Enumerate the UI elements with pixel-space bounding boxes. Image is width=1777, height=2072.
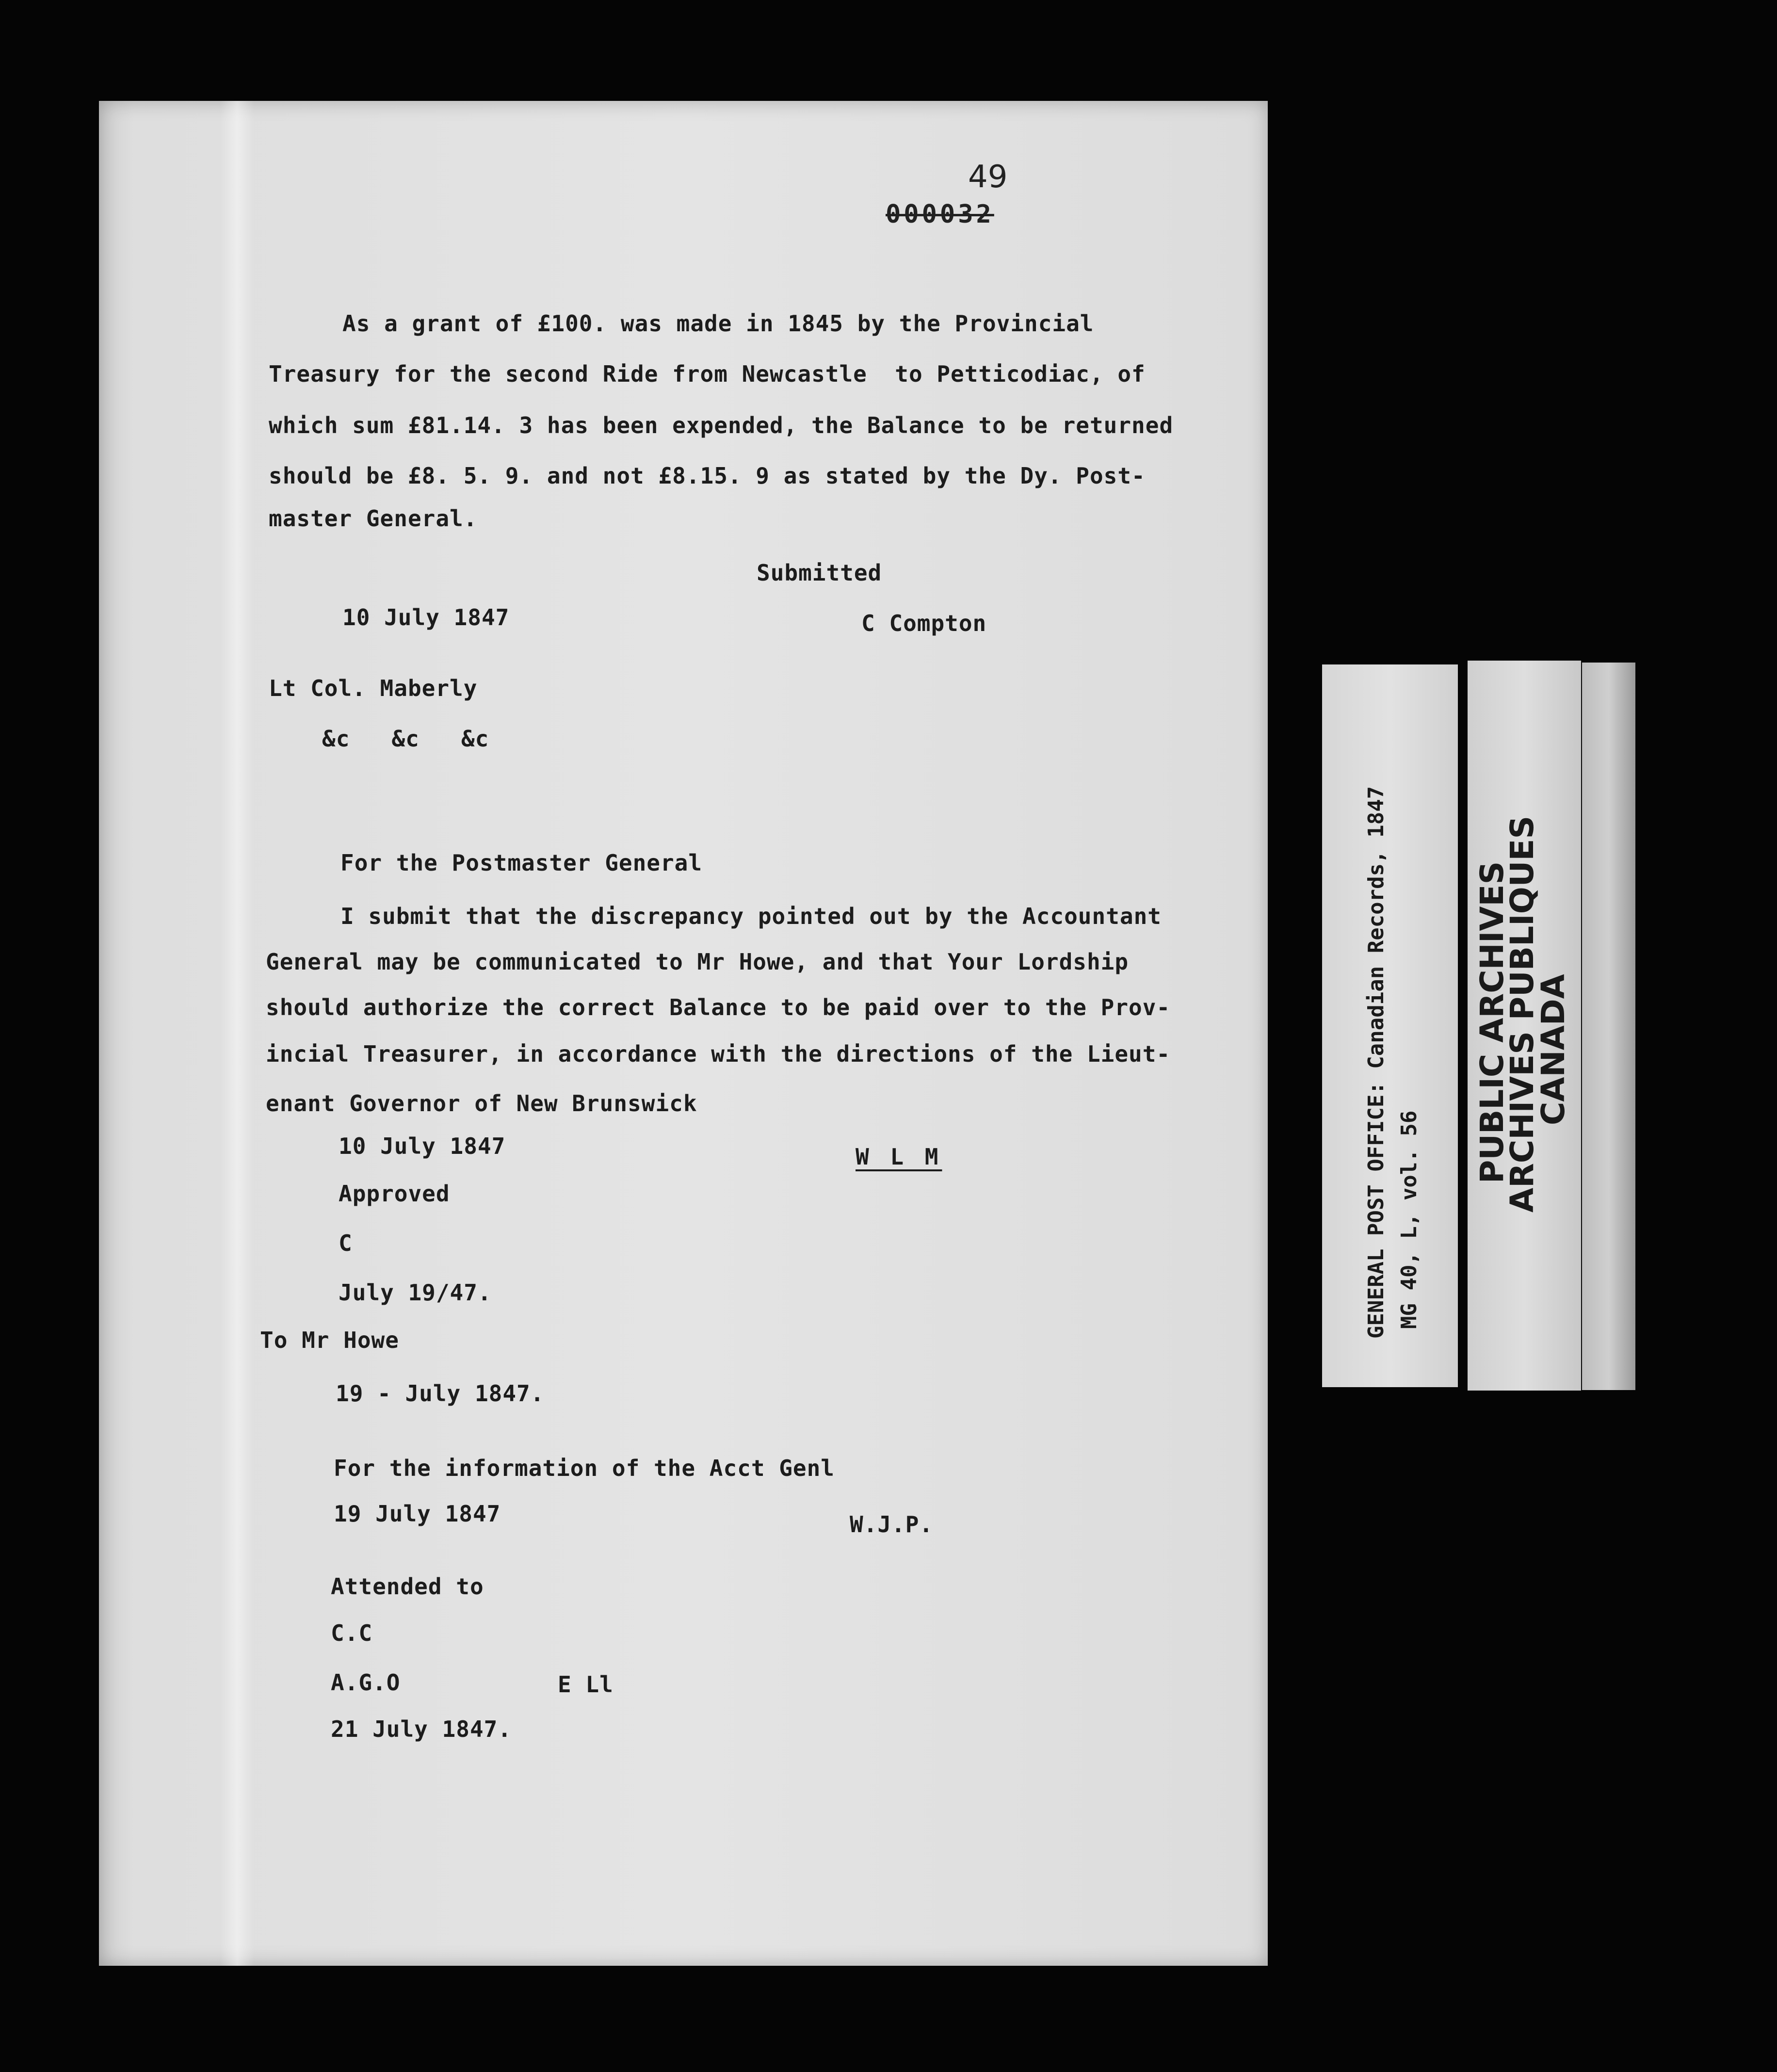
initials-cc: C.C [331, 1620, 373, 1646]
info-line: For the information of the Acct Genl [334, 1455, 835, 1481]
date-line: 19 July 1847 [334, 1501, 501, 1527]
paragraph1-line: should be £8. 5. 9. and not £8.15. 9 as stated by the Dy. Post- [269, 463, 1146, 489]
for-postmaster-general: For the Postmaster General [340, 850, 703, 876]
date-line: 21 July 1847. [331, 1716, 512, 1742]
archives-line1: PUBLIC ARCHIVES [1473, 861, 1511, 1183]
date-line: 19 - July 1847. [336, 1380, 545, 1407]
signature-compton: C Compton [861, 610, 987, 636]
date-line: 10 July 1847 [342, 604, 510, 631]
paragraph2-line: should authorize the correct Balance to be paid over to the Prov- [266, 994, 1171, 1020]
archives-line3: CANADA [1535, 974, 1572, 1125]
stamp-number: 000032 [886, 200, 994, 229]
paper-fold-shading [220, 101, 254, 1966]
paragraph2-line: I submit that the discrepancy pointed out by the Accountant [340, 903, 1162, 929]
signature-wlm: W L M [856, 1144, 942, 1170]
etc-line: &c &c &c [322, 726, 489, 752]
record-label-line2: MG 40, L, vol. 56 [1397, 1110, 1422, 1329]
page-number: 49 [968, 159, 1008, 195]
attended-text: Attended to [331, 1573, 484, 1600]
approved-by: C [339, 1230, 353, 1256]
paragraph2-line: incial Treasurer, in accordance with the directions of the Lieut- [266, 1041, 1171, 1067]
record-label-line1: GENERAL POST OFFICE: Canadian Records, 1847 [1364, 786, 1389, 1339]
paragraph1-line: As a grant of £100. was made in 1845 by the Provincial [342, 310, 1094, 337]
date-line: 10 July 1847 [339, 1133, 506, 1159]
paragraph2-line: enant Governor of New Brunswick [266, 1090, 697, 1117]
date-line: July 19/47. [339, 1279, 492, 1306]
archive-record-label [1322, 664, 1458, 1387]
initials-ago: A.G.O [331, 1669, 401, 1696]
paragraph1-line: Treasury for the second Ride from Newcastle to Petticodiac, of [269, 361, 1146, 387]
approved-text: Approved [339, 1181, 450, 1207]
paragraph1-line: master General. [269, 505, 478, 532]
archives-line2: ARCHIVES PUBLIQUES [1503, 815, 1541, 1213]
paragraph1-line: which sum £81.14. 3 has been expended, the Balance to be returned [269, 412, 1174, 438]
paragraph2-line: General may be communicated to Mr Howe, and that Your Lordship [266, 949, 1129, 975]
signature-wjp: W.J.P. [850, 1511, 934, 1538]
initials-ell: E Ll [558, 1671, 614, 1698]
submitted-text: Submitted [757, 560, 882, 586]
to-mr-howe: To Mr Howe [260, 1327, 399, 1353]
label-edge [1582, 663, 1635, 1390]
addressee: Lt Col. Maberly [269, 675, 478, 701]
